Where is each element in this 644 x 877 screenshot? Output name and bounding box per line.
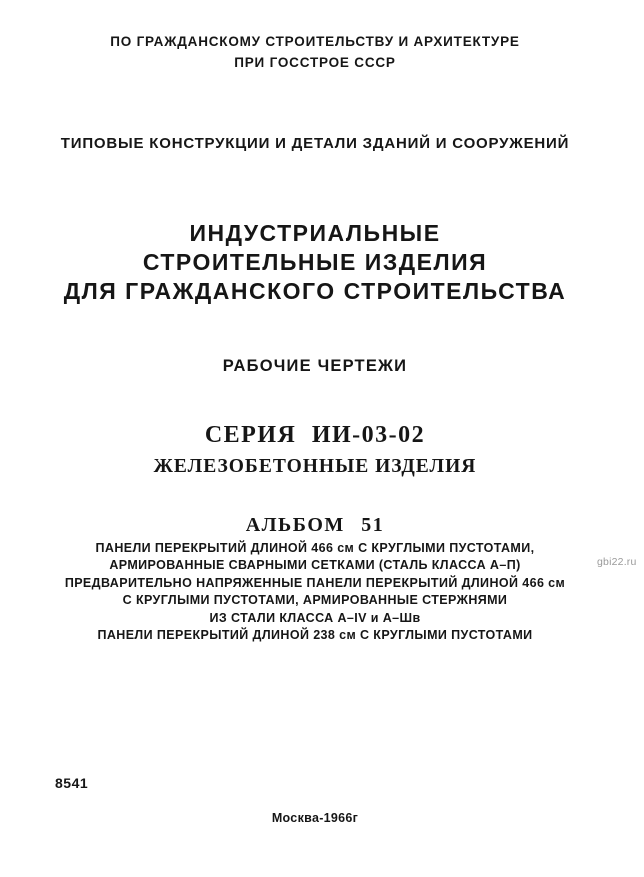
site-watermark: gbi22.ru — [597, 556, 637, 568]
subtitle-working-drawings: РАБОЧИЕ ЧЕРТЕЖИ — [222, 357, 408, 375]
main-title-line2: СТРОИТЕЛЬНЫЕ ИЗДЕЛИЯ — [142, 249, 488, 275]
album-contents-description — [0, 540, 630, 644]
document-number: 8541 — [55, 775, 89, 791]
description-line: С КРУГЛЫМИ ПУСТОТАМИ, АРМИРОВАННЫЕ СТЕРЖНЯМИ — [122, 593, 508, 608]
issuing-authority-line2: ПРИ ГОССТРОЕ СССР — [234, 55, 396, 70]
description-line: ПАНЕЛИ ПЕРЕКРЫТИЙ ДЛИНОЙ 238 см С КРУГЛЫМИ ПУСТОТАМИ — [97, 628, 533, 643]
description-line: ПРЕДВАРИТЕЛЬНО НАПРЯЖЕННЫЕ ПАНЕЛИ ПЕРЕКРЫТИЙ ДЛИНОЙ 466 см — [64, 575, 566, 590]
album-title: АЛЬБОМ 51 — [245, 514, 385, 536]
main-title — [0, 219, 630, 306]
series-name: ЖЕЛЕЗОБЕТОННЫЕ ИЗДЕЛИЯ — [153, 456, 477, 477]
issuing-authority-line1: ПО ГРАЖДАНСКОМУ СТРОИТЕЛЬСТВУ И АРХИТЕКТУРЕ — [110, 34, 520, 49]
issuing-authority — [0, 31, 630, 73]
imprint-place-year: Москва-1966г — [271, 811, 359, 825]
main-title-line1: ИНДУСТРИАЛЬНЫЕ — [189, 220, 441, 246]
description-line: АРМИРОВАННЫЕ СВАРНЫМИ СЕТКАМИ (СТАЛЬ КЛАССА А–П) — [109, 558, 521, 573]
main-title-line3: ДЛЯ ГРАЖДАНСКОГО СТРОИТЕЛЬСТВА — [63, 278, 567, 304]
description-line: ПАНЕЛИ ПЕРЕКРЫТИЙ ДЛИНОЙ 466 см С КРУГЛЫМИ ПУСТОТАМИ, — [95, 541, 535, 555]
series-code: СЕРИЯ ИИ-03-02 — [204, 422, 426, 448]
description-line: ИЗ СТАЛИ КЛАССА А–IV и А–Шв — [209, 610, 421, 625]
collection-title: ТИПОВЫЕ КОНСТРУКЦИИ И ДЕТАЛИ ЗДАНИЙ И СООРУЖЕНИЙ — [60, 135, 570, 152]
